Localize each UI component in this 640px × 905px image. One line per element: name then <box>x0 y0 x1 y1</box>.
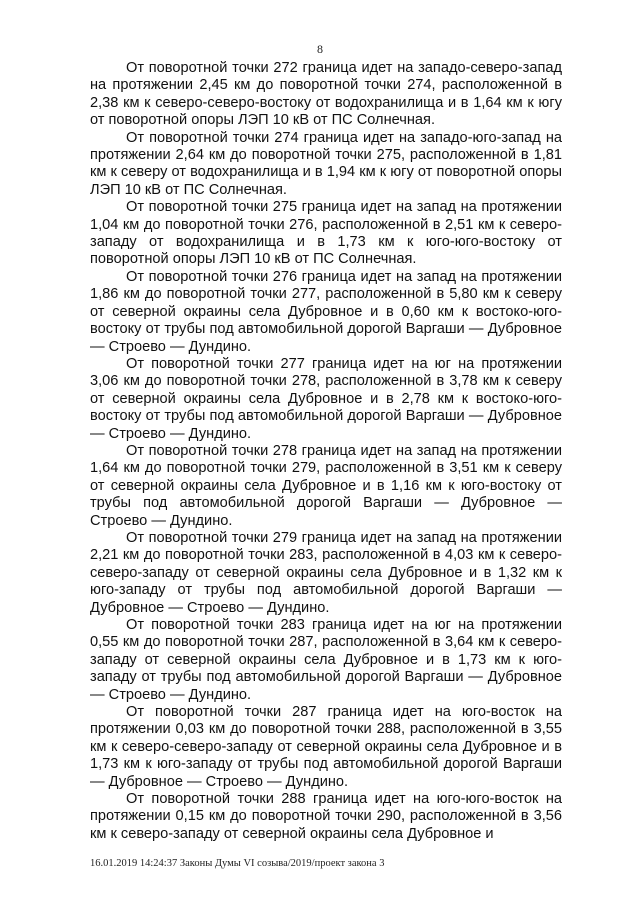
paragraph-4: От поворотной точки 276 граница идет на запад на протяжении 1,86 км до поворотной точки 277, расположенной в 5,80 км к северу от северной окраины села Дубровное и в 0,60 км к востоко-юго-востоку от трубы под автомобильной дорогой Варгаши — Дубровное — Строево — Дундино. <box>90 268 562 355</box>
paragraph-2: От поворотной точки 274 граница идет на западо-юго-запад на протяжении 2,64 км до поворотной точки 275, расположенной в 1,81 км к северу от водохранилища и в 1,94 км к югу от поворотной опоры ЛЭП 10 кВ от ПС Солнечная. <box>90 129 562 198</box>
paragraph-10: От поворотной точки 288 граница идет на юго-юго-восток на протяжении 0,15 км до поворотной точки 290, расположенной в 3,56 км к северо-западу от северной окраины села Дубровное и <box>90 791 562 842</box>
paragraph-6: От поворотной точки 278 граница идет на запад на протяжении 1,64 км до поворотной точки 279, расположенной в 3,51 км к северу от северной окраины села Дубровное и в 1,16 км к юго-востоку от трубы под автомобильной дорогой Варгаши — Дубровное — Строево — Дундино. <box>90 442 562 529</box>
paragraph-5: От поворотной точки 277 граница идет на юг на протяжении 3,06 км до поворотной точки 278, расположенной в 3,78 км к северу от северной окраины села Дубровное и в 2,78 км к востоко-юго-востоку от трубы под автомобильной дорогой Варгаши — Дубровное — Строево — Дундино. <box>90 355 562 442</box>
paragraph-3: От поворотной точки 275 граница идет на запад на протяжении 1,04 км до поворотной точки 276, расположенной в 2,51 км к северо-западу от водохранилища и в 1,73 км к юго-юго-востоку от поворотной опоры ЛЭП 10 кВ от ПС Солнечная. <box>90 199 562 268</box>
paragraph-1: От поворотной точки 272 граница идет на западо-северо-запад на протяжении 2,45 км до поворотной точки 274, расположенной в 2,38 км к северо-северо-востоку от водохранилища и в 1,64 км к югу от поворотной опоры ЛЭП 10 кВ от ПС Солнечная. <box>90 60 562 129</box>
paragraph-9: От поворотной точки 287 граница идет на юго-восток на протяжении 0,03 км до поворотной точки 288, расположенной в 3,55 км к северо-северо-западу от северной окраины села Дубровное и в 1,73 км к юго-западу от трубы под автомобильной дорогой Варгаши — Дубровное — Строево — Дундино. <box>90 704 562 790</box>
document-body <box>90 60 562 843</box>
paragraph-8: От поворотной точки 283 граница идет на юг на протяжении 0,55 км до поворотной точки 287, расположенной в 3,64 км к северо-западу от северной окраины села Дубровное и в 1,73 км к юго-западу от трубы под автомобильной дорогой Варгаши — Дубровное — Строево — Дундино. <box>90 617 562 703</box>
paragraph-7: От поворотной точки 279 граница идет на запад на протяжении 2,21 км до поворотной точки 283, расположенной в 4,03 км к северо-северо-западу от северной окраины села Дубровное и в 1,32 км к юго-западу от трубы под автомобильной дорогой Варгаши — Дубровное — Строево — Дундино. <box>90 529 562 616</box>
page-number: 8 <box>317 42 323 56</box>
footer-file-info: 16.01.2019 14:24:37 Законы Думы VI созыва/2019/проект закона 3 <box>90 858 385 869</box>
